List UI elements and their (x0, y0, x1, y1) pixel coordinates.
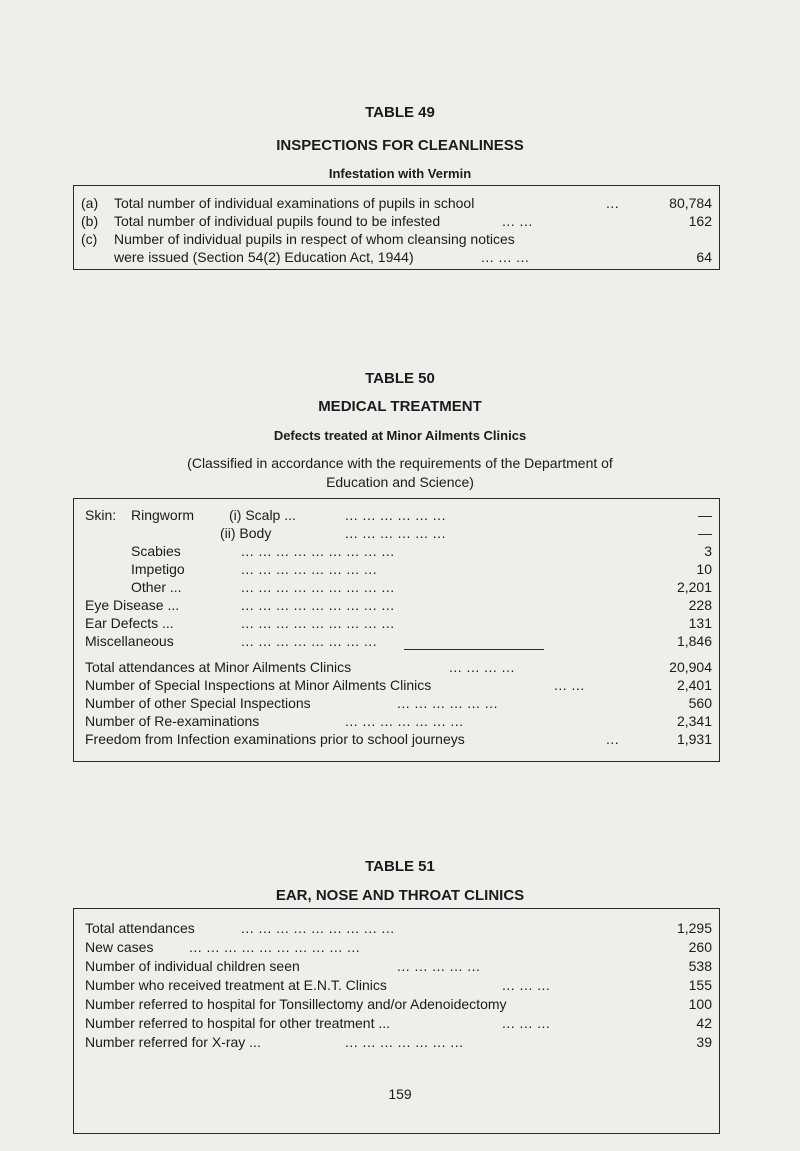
row-leader-dots: ... ... ... ... ... ... ... ... ... (241, 615, 395, 631)
table-51-subtitle: EAR, NOSE AND THROAT CLINICS (275, 887, 525, 904)
row-marker: (b) (81, 213, 99, 229)
section-divider (404, 649, 544, 650)
row-label: Number referred for X-ray ... (85, 1034, 261, 1050)
row-value: 131 (688, 615, 712, 631)
row-leader-dots: ... ... (502, 213, 533, 229)
table-51-title: TABLE 51 (365, 858, 435, 875)
row-label: Ear Defects ... (85, 615, 174, 631)
row-leader-dots: ... ... ... ... ... ... (397, 695, 498, 711)
row-leader-dots: ... ... ... ... ... ... (345, 507, 446, 523)
row-label: Number of Special Inspections at Minor Ailments Clinics (85, 677, 432, 693)
table-49-box (73, 185, 720, 270)
page-number: 159 (388, 1086, 412, 1102)
note-line: Education and Science) (326, 474, 474, 490)
row-leader-dots: ... ... ... ... ... ... ... (345, 713, 464, 729)
row-label: Total attendances at Minor Ailments Clinics (85, 659, 352, 675)
row-value: 2,201 (676, 579, 712, 595)
row-label: Total attendances (85, 920, 195, 936)
row-leader-dots: ... ... ... ... ... ... ... ... ... (241, 579, 395, 595)
row-leader-dots: ... ... ... (502, 1015, 551, 1031)
row-label: Eye Disease ... (85, 597, 180, 613)
row-value: 10 (696, 561, 712, 577)
row-label: were issued (Section 54(2) Education Act, 1944) (114, 249, 414, 265)
row-label: Total number of individual examinations of pupils in school (114, 195, 475, 211)
row-leader-dots: ... ... ... ... ... ... ... ... ... (241, 543, 395, 559)
table-50-caption: Defects treated at Minor Ailments Clinics (273, 428, 527, 443)
row-label: Number of other Special Inspections (85, 695, 311, 711)
row-leader-dots: ... ... ... ... ... ... ... ... (241, 633, 378, 649)
table-50-box (73, 498, 720, 762)
row-leader-dots: ... ... ... (481, 249, 530, 265)
row-label: Impetigo (131, 561, 185, 577)
row-label: Number referred to hospital for other treatment ... (85, 1015, 391, 1031)
row-value: — (698, 507, 712, 523)
row-label: Number of Re-examinations (85, 713, 260, 729)
row-value: 1,295 (676, 920, 712, 936)
row-value: 1,931 (676, 731, 712, 747)
row-value: 3 (704, 543, 712, 559)
skin-label: Skin: (85, 507, 117, 523)
row-leader-dots: ... ... ... ... ... ... ... ... ... (241, 597, 395, 613)
row-value: 20,904 (669, 659, 712, 675)
row-marker: (a) (81, 195, 99, 211)
row-label: Scabies (131, 543, 181, 559)
row-value: 1,846 (676, 633, 712, 649)
row-value: 39 (696, 1034, 712, 1050)
row-label: Other ... (131, 579, 182, 595)
row-value: — (698, 525, 712, 541)
table-50-note (0, 454, 800, 492)
row-value: 42 (696, 1015, 712, 1031)
row-label: Number referred to hospital for Tonsillectomy and/or Adenoidectomy (85, 996, 507, 1012)
row-value: 155 (688, 977, 712, 993)
row-value: 2,341 (676, 713, 712, 729)
row-leader-dots: ... ... ... ... ... ... ... ... ... (241, 920, 395, 936)
row-label: New cases (85, 939, 154, 955)
row-label: Number of individual pupils in respect of whom cleansing notices (114, 231, 515, 247)
row-leader-dots: ... ... ... (502, 977, 551, 993)
row-leader-dots: ... ... ... ... (449, 659, 515, 675)
row-value: 538 (688, 958, 712, 974)
row-value: 162 (688, 213, 712, 229)
table-50-title: TABLE 50 (365, 370, 435, 387)
row-marker: (c) (81, 231, 98, 247)
note-line: (Classified in accordance with the requirements of the Department of (187, 455, 613, 471)
row-value: 2,401 (676, 677, 712, 693)
row-leader-dots: ... ... ... ... ... ... ... ... ... ... (189, 939, 361, 955)
row-label: Total number of individual pupils found to be infested (114, 213, 441, 229)
row-label: (ii) Body (220, 525, 272, 541)
ringworm-label: Ringworm (131, 507, 195, 523)
row-value: 560 (688, 695, 712, 711)
row-leader-dots: ... (606, 731, 620, 747)
row-leader-dots: ... ... ... ... ... ... ... (345, 1034, 464, 1050)
row-label: (i) Scalp ... (229, 507, 296, 523)
row-leader-dots: ... ... ... ... ... ... (345, 525, 446, 541)
row-leader-dots: ... ... (554, 677, 585, 693)
row-leader-dots: ... (606, 195, 620, 211)
row-value: 228 (688, 597, 712, 613)
table-50-subtitle: MEDICAL TREATMENT (318, 398, 482, 415)
table-49-caption: Infestation with Vermin (328, 166, 472, 181)
table-49-title: TABLE 49 (365, 104, 435, 121)
row-value: 260 (688, 939, 712, 955)
table-49-subtitle: INSPECTIONS FOR CLEANLINESS (276, 137, 524, 154)
row-value: 80,784 (669, 195, 712, 211)
row-label: Number who received treatment at E.N.T. Clinics (85, 977, 387, 993)
row-label: Number of individual children seen (85, 958, 300, 974)
row-value: 64 (696, 249, 712, 265)
row-label: Freedom from Infection examinations prior to school journeys (85, 731, 465, 747)
row-label: Miscellaneous (85, 633, 174, 649)
row-value: 100 (688, 996, 712, 1012)
row-leader-dots: ... ... ... ... ... (397, 958, 481, 974)
row-leader-dots: ... ... ... ... ... ... ... ... (241, 561, 378, 577)
